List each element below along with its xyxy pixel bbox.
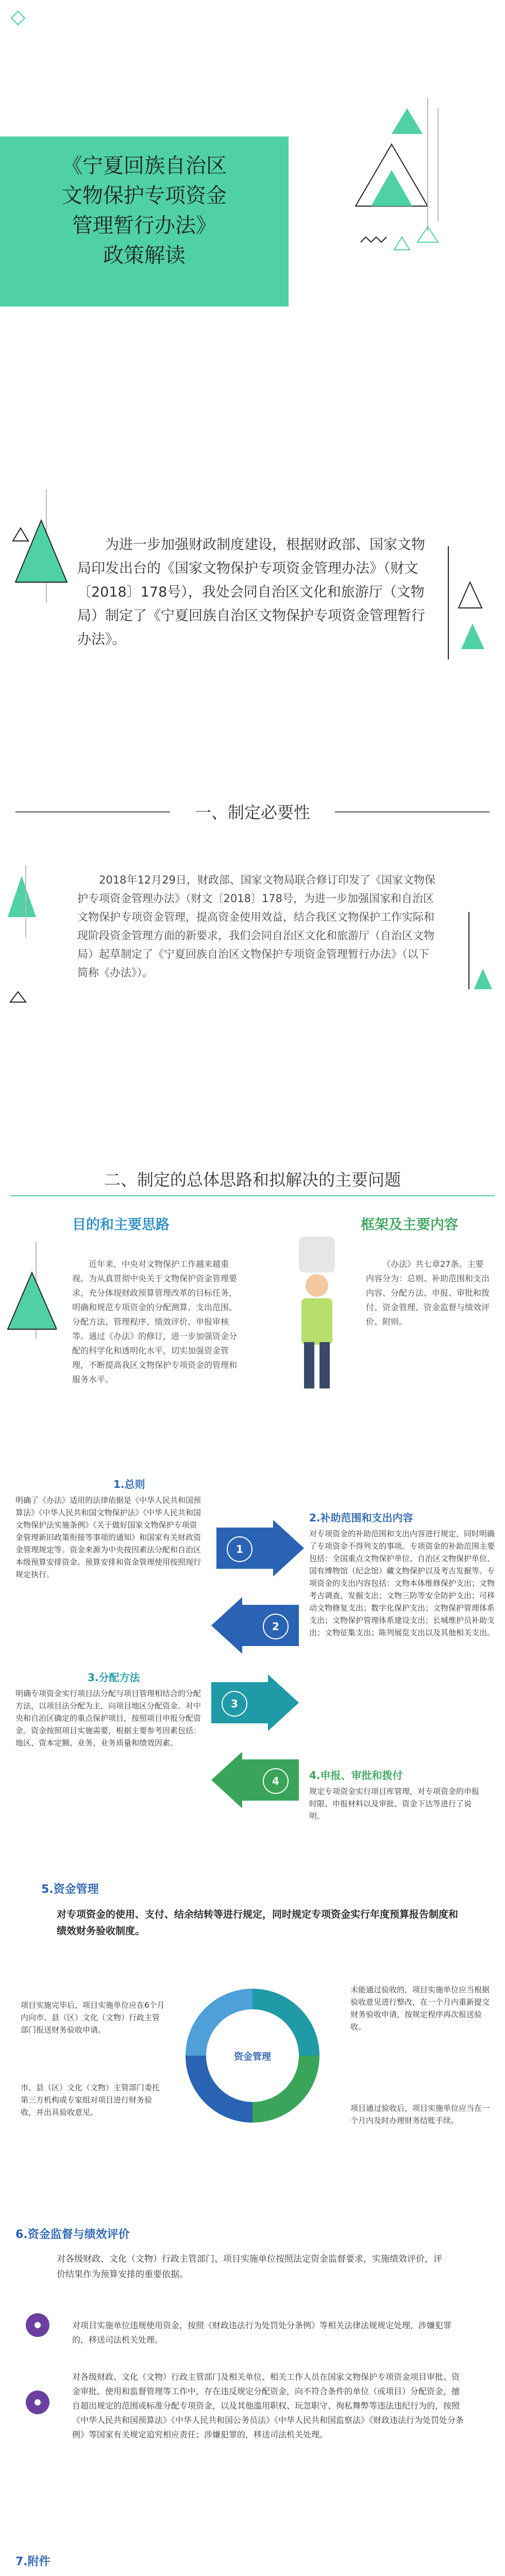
section5-right-bottom: 项目通过验收后，项目实施单位应当在一个月内及时办理财务结账手续。	[350, 2104, 490, 2125]
title-line-3: 管理暂行办法》	[72, 214, 216, 238]
step1-title: 1.总则	[113, 1478, 145, 1490]
step4-number: 4	[263, 1768, 289, 1794]
goals-title: 目的和主要思路	[72, 1217, 170, 1233]
step2-text: 对专项资金的补助范围和支出内容进行规定，同时明确了专项资金不得列支的事项。专项资金的补助范围主要包括：全国重点文物保护单位、自治区文物保护单位、国有博物馆（纪念馆）藏文物保护以及考古发掘等。专项资金的支出内容包括：文物本体维修保护支出；文物考古调查、发掘支出；文物三防等安全防护支出；可移动文物修复支出；数字化保护支出；文物保护管理体系支出；文物保护管理体系建设支出；长城维护员补助支出；文物征集支出；陈列展览支出以及其他相关支出。	[309, 1529, 495, 1637]
person-illustration-icon	[278, 1236, 350, 1396]
section6-intro: 对各级财政、文化（文物）行政主管部门、项目实施单位按照法定资金监督要求，实施绩效评价，评价结果作为预算安排的重要依据。	[57, 2254, 442, 2280]
section6-item2: 对各级财政、文化（文物）行政主管部门及相关单位、相关工作人员在国家文物保护专项资金项目审批、资金审批、使用和监督管理等工作中，存在违反规定分配资金，向不符合条件的单位（或项目）分配资金，擅自超出规定的范围或标准分配专项资金，以及其他滥用职权、玩忽职守、徇私舞弊等违法违纪行为的，按照《中华人民共和国预算法》《中华人民共和国公务员法》《中华人民共和国监察法》《财政违法行为处罚处分条例》等国家有关规定追究相应责任；涉嫌犯罪的，移送司法机关处理。	[72, 2372, 464, 2439]
section5-left-bottom: 市、县（区）文化（文物）主管部门委托第三方机构或专家组对项目进行财务验收，并出具验收意见。	[21, 2083, 160, 2117]
section5-left-top: 项目实施完毕后，项目实施单位应在6个月内向市、县（区）文化（文物）行政主管部门报送财务验收申请。	[21, 2001, 165, 2035]
section1-line-right	[335, 811, 490, 812]
section5-title: 5.资金管理	[41, 1883, 99, 1896]
intro-paragraph: 为进一步加强财政制度建设，根据财政部、国家文物局印发出台的《国家文物保护专项资金管理办法》（财文〔2018〕178号），我处会同自治区文化和旅游厅（文物局）制定了《宁夏回族自治区文物保护专项资金管理暂行办法》。	[77, 537, 425, 648]
step4-title: 4.申报、审批和拨付	[309, 1769, 403, 1782]
framework-body: 《办法》共七章27条。主要内容分为：总则、补助范围和支出内容、分配方法、申报、审批和拨付、资金管理、资金监督与绩效评价、附则。	[366, 1259, 490, 1327]
step3-text: 明确专项资金实行项目法分配与项目管理相结合的分配方法，以项目法分配为主，向项目地区分配资金。对中央和自治区确定的重点保护项目，按照项目申报分配资金。资金按照项目实施需要，根据主要参考因素包括：地区、资本定额、业务、业务质量和绩效因素。	[15, 1689, 201, 1748]
section1-right-decoration-icon	[464, 912, 495, 994]
section1-bottom-left-icon	[8, 989, 28, 1005]
section5-intro: 对专项资金的使用、支付、结余结转等进行规定，同时规定专项资金实行年度预算报告制度和绩效财务验收制度。	[57, 1909, 459, 1937]
section1-body: 2018年12月29日，财政部、国家文物局联合修订印发了《国家文物保护专项资金管理办法》（财文〔2018〕178号，为进一步加强国家和自治区文物保护专项资金管理，提高资金使用效益，结合我区文物保护工作实际和现阶段资金管理方面的新要求，我们会同自治区文化和旅游厅（自治区文物局）起草制定了《宁夏回族自治区文物保护专项资金管理暂行办法》（以下简称《办法》）。	[77, 874, 435, 979]
title-line-1: 《宁夏回族自治区	[62, 154, 227, 178]
step1-text: 明确了《办法》适用的法律依据是《中华人民共和国预算法》《中华人民共和国文物保护法》《中华人民共和国文物保护法实施条例》《关于做好国家文物保护专项资金管理新旧政策衔接等事项的通知》和国家有关财政资金管理规定等。资金来源为中央按因素法分配和自治区本级预算安排资金。预算安排和资金管理使用按照现行规定执行。	[15, 1496, 201, 1579]
section6-title: 6.资金监督与绩效评价	[15, 2228, 130, 2241]
section6-item1: 对项目实施单位违规使用资金，按照《财政违法行为处罚处分条例》等相关法律法规规定处理，涉嫌犯罪的，移送司法机关处理。	[72, 2320, 452, 2345]
step1-number: 1	[227, 1536, 252, 1562]
title-line-4: 政策解读	[103, 244, 186, 267]
section1-line-left	[15, 811, 170, 812]
section1-title: 一、制定必要性	[194, 803, 310, 822]
step2-title: 2.补助范围和支出内容	[309, 1512, 413, 1524]
section2-line	[10, 1195, 495, 1196]
step4-text: 规定专项资金实行项目库管理，对专项资金的申报时限、申报材料以及审批、资金下达等进行了说明。	[309, 1787, 480, 1821]
step3-title: 3.分配方法	[88, 1671, 140, 1684]
section6-item2-icon	[26, 2391, 49, 2414]
step3-number: 3	[222, 1691, 247, 1717]
diamond-icon	[10, 10, 26, 26]
section6-item1-icon	[26, 2313, 49, 2337]
section2-title: 二、制定的总体思路和拟解决的主要问题	[104, 1170, 401, 1190]
section5-right-top: 未能通过验收的，项目实施单位应当根据验收意见进行整改，在一个月内重新提交财务验收申请，按规定程序再次报送验收。	[350, 1985, 490, 2031]
top-corner-decoration	[10, 10, 26, 26]
title-line-2: 文物保护专项资金	[62, 184, 227, 208]
intro-decoration-icon	[10, 489, 72, 613]
cycle-center-label: 资金管理	[234, 2052, 271, 2062]
triangle-decoration-icon	[325, 88, 459, 252]
goals-decoration-icon	[5, 1242, 57, 1345]
step2-number: 2	[263, 1614, 289, 1639]
page-title	[0, 151, 289, 270]
section7-title: 7.附件	[15, 2555, 50, 2568]
goals-body: 近年来，中央对文物保护工作越来越重视。为从真贯彻中央关于文物保护资金管理要求，充分体现财政预算管理改革的目标任务，明确和规范专项资金的分配测算、支出范围、分配方法、管理程序、绩效评价、申报审核等。通过《办法》的修订，进一步加强资金分配的科学化和透明化水平，切实加强资金管理，不断提高我区文物保护专项资金的管理和服务水平。	[72, 1259, 238, 1384]
section1-left-decoration-icon	[5, 866, 41, 943]
intro-right-decoration-icon	[443, 546, 490, 659]
framework-title: 框架及主要内容	[361, 1217, 458, 1233]
